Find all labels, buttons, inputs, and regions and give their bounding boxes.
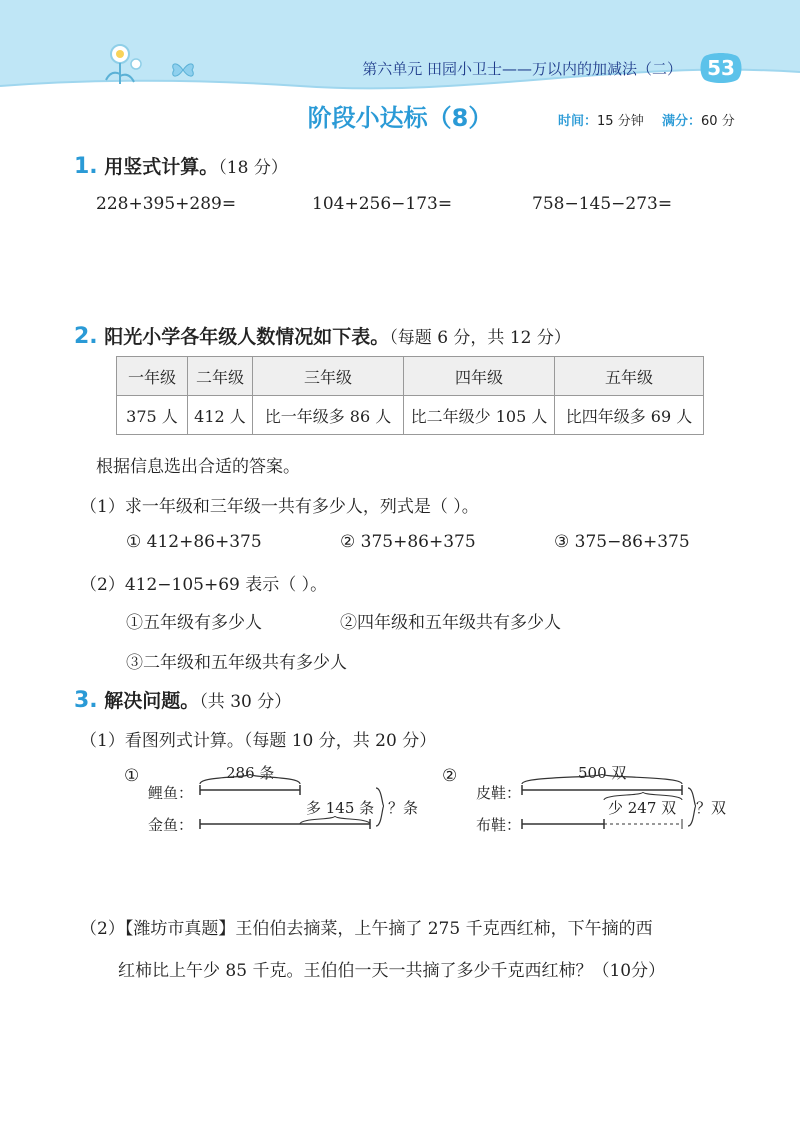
diagram-1-question: ？条 — [388, 799, 419, 817]
diagram-1-top-label: 286 条 — [226, 764, 275, 782]
flower-icon — [98, 36, 148, 86]
diagram-2-marker: ② — [442, 766, 458, 786]
section-2-label: 阳光小学各年级人数情况如下表。 — [104, 326, 390, 348]
q2-sub2-prompt: （2）412−105+69 表示（ ）。 — [80, 575, 328, 595]
section-1-label: 用竖式计算。 — [104, 156, 219, 178]
unit-title: 第六单元 田园小卫士——万以内的加减法（二） — [362, 60, 682, 78]
problem-2: 104+256−173= — [312, 194, 453, 214]
time-meta — [558, 110, 644, 129]
diagram-1-diff-label: 多 145 条 — [306, 799, 375, 817]
time-value: 15 分钟 — [597, 114, 644, 129]
table-cell: 比二年级少 105 人 — [404, 396, 555, 435]
q2-sub2-option-3: ③二年级和五年级共有多少人 — [126, 653, 347, 673]
q2-sub2-option-1: ①五年级有多少人 — [126, 613, 262, 633]
diagram-2-question: ？双 — [696, 799, 727, 817]
table-header-row — [117, 357, 704, 396]
diagram-2-row2-label: 布鞋： — [476, 816, 522, 834]
score-value: 60 分 — [701, 114, 735, 129]
grades-table — [116, 356, 704, 435]
table-header-cell: 一年级 — [117, 357, 188, 396]
section-3-label: 解决问题。 — [104, 690, 200, 712]
section-2-number: 2. — [74, 324, 98, 349]
time-label: 时间： — [558, 114, 598, 129]
score-meta — [662, 110, 735, 129]
section-1-points: （18 分） — [218, 158, 288, 178]
instruction-text: 根据信息选出合适的答案。 — [96, 457, 300, 477]
section-1-number: 1. — [74, 154, 98, 179]
section-3-points: （共 30 分） — [199, 692, 292, 712]
table-cell: 412 人 — [188, 396, 253, 435]
q3-sub2-line-1: （2）【潍坊市真题】王伯伯去摘菜，上午摘了 275 千克西红柿，下午摘的西 — [80, 919, 653, 939]
page-title: 阶段小达标（8） — [307, 104, 493, 132]
table-cell: 比一年级多 86 人 — [253, 396, 404, 435]
table-header-cell: 二年级 — [188, 357, 253, 396]
diagram-1-marker: ① — [124, 766, 140, 786]
q2-sub1-option-1: ① 412+86+375 — [126, 532, 262, 552]
q2-sub1-prompt: （1）求一年级和三年级一共有多少人，列式是（ ）。 — [80, 497, 479, 517]
diagram-2-top-label: 500 双 — [578, 764, 627, 782]
diagram-1-row2-label: 金鱼： — [148, 816, 194, 834]
section-3-number: 3. — [74, 688, 98, 713]
q2-sub1-option-3: ③ 375−86+375 — [554, 532, 690, 552]
section-2-heading — [74, 322, 571, 349]
diagram-2-row1-label: 皮鞋： — [476, 784, 522, 802]
problem-1: 228+395+289= — [96, 194, 237, 214]
table-cell: 比四年级多 69 人 — [555, 396, 704, 435]
page-number: 53 — [707, 56, 735, 80]
section-1-heading — [74, 152, 288, 179]
section-2-points: （每题 6 分，共 12 分） — [389, 328, 571, 348]
butterfly-icon — [170, 60, 196, 80]
q3-sub1-prompt: （1）看图列式计算。（每题 10 分，共 20 分） — [80, 731, 437, 751]
problem-3: 758−145−273= — [532, 194, 673, 214]
section-3-heading — [74, 686, 291, 713]
table-row — [117, 396, 704, 435]
q3-sub2-line-2: 红柿比上午少 85 千克。王伯伯一天一共摘了多少千克西红柿？（10分） — [118, 961, 666, 981]
q2-sub1-option-2: ② 375+86+375 — [340, 532, 476, 552]
table-header-cell: 五年级 — [555, 357, 704, 396]
table-header-cell: 四年级 — [404, 357, 555, 396]
table-cell: 375 人 — [117, 396, 188, 435]
table-header-cell: 三年级 — [253, 357, 404, 396]
diagram-2-bars — [516, 770, 706, 834]
diagram-1-row1-label: 鲤鱼： — [148, 784, 194, 802]
q2-sub2-option-2: ②四年级和五年级共有多少人 — [340, 613, 561, 633]
diagram-1-bars — [190, 770, 390, 834]
score-label: 满分： — [662, 114, 702, 129]
diagram-2-diff-label: 少 247 双 — [608, 799, 677, 817]
